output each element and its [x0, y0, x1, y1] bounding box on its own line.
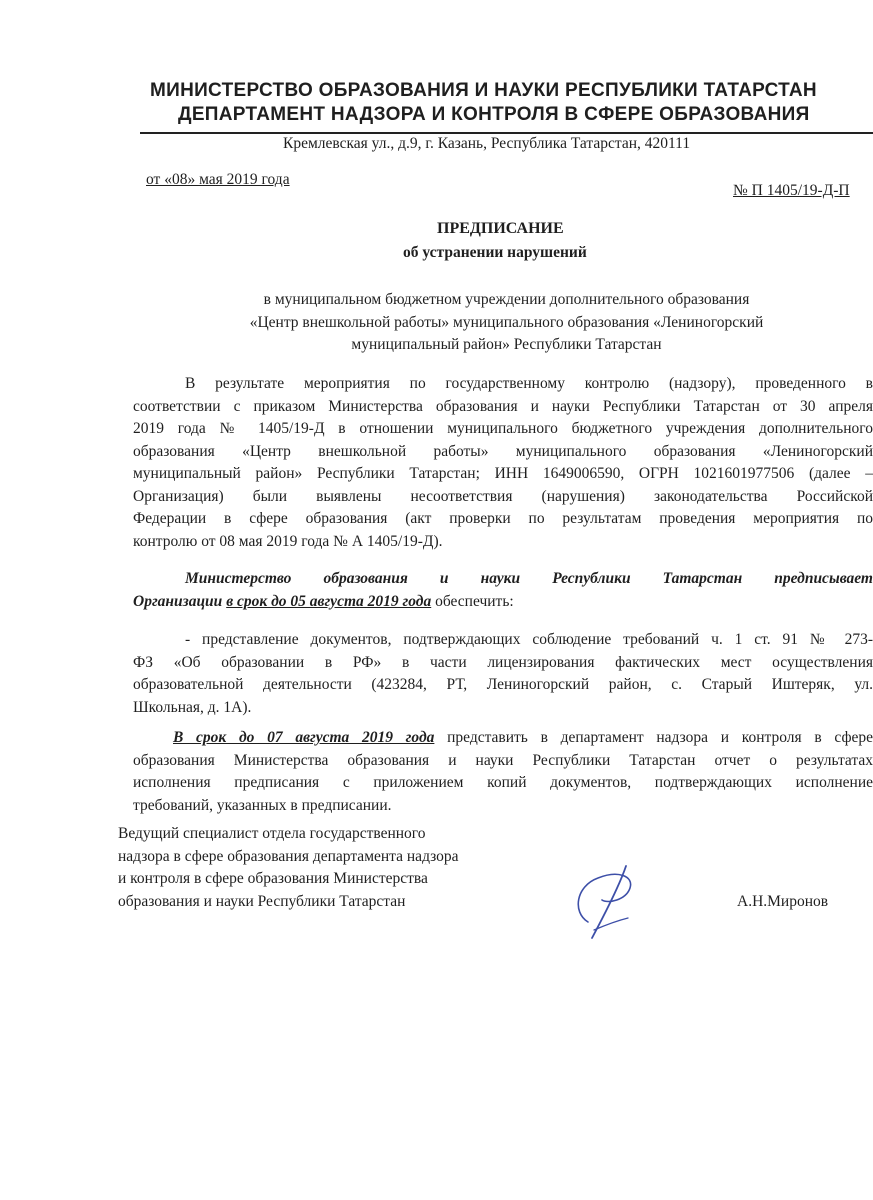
signatory-position	[118, 823, 518, 913]
paragraph-line: муниципальный район» Республики Татарстан; ИНН 1649006590, ОГРН 1021601977506 (далее –	[133, 465, 873, 482]
position-line: надзора в сфере образования департамента надзора	[118, 847, 459, 865]
paragraph-directive	[133, 568, 873, 613]
report-line: образования Министерства образования и науки Республики Татарстан отчет о результатах	[133, 751, 873, 769]
subject-line: в муниципальном бюджетном учреждении дополнительного образования	[263, 291, 750, 308]
report-line	[133, 727, 873, 750]
paragraph-line: В результате мероприятия по государственному контролю (надзору), проведенного в	[185, 375, 873, 392]
position-line: и контроля в сфере образования Министерства	[118, 870, 428, 887]
requirement-line: Школьная, д. 1А).	[133, 698, 252, 716]
subject-block	[140, 289, 873, 357]
requirement-line: ФЗ «Об образовании в РФ» в части лицензирования фактических мест осуществления	[133, 653, 873, 671]
ministry-heading: МИНИСТЕРСТВО ОБРАЗОВАНИЯ И НАУКИ РЕСПУБЛИКИ ТАТАРСТАН	[150, 80, 817, 101]
subject-line: муниципальный район» Республики Татарстан	[351, 336, 662, 353]
signatory-name: А.Н.Миронов	[737, 893, 829, 910]
paragraph-findings	[133, 373, 873, 553]
position-line: образования и науки Республики Татарстан	[118, 892, 406, 910]
paragraph-line: 2019 года № 1405/19-Д в отношении муниципального бюджетного учреждения дополнительного	[133, 420, 873, 437]
report-tail: представить в департамент надзора и контроля в сфере	[447, 729, 873, 746]
report-deadline: В срок до 07 августа 2019 года	[173, 729, 435, 746]
directive-line: Министерство образования и науки Республики Татарстан предписывает	[185, 570, 873, 587]
document-subtitle: об устранении нарушений	[403, 244, 587, 261]
requirement-line: - представление документов, подтверждающих соблюдение требований ч. 1 ст. 91 № 273-	[185, 631, 873, 648]
report-line: требований, указанных в предписании.	[133, 796, 392, 814]
paragraph-line: соответствии с приказом Министерства образования и науки Республики Татарстан от 30 апреля	[133, 397, 873, 415]
directive-lead: Организации	[133, 592, 223, 610]
directive-deadline: в срок до 05 августа 2019 года	[226, 592, 432, 610]
department-heading: ДЕПАРТАМЕНТ НАДЗОРА И КОНТРОЛЯ В СФЕРЕ ОБРАЗОВАНИЯ	[178, 104, 810, 125]
paragraph-line: образования «Центр внешкольной работы» муниципального образования «Лениногорский	[133, 442, 873, 460]
paragraph-line: Федерации в сфере образования (акт проверки по результатам проведения мероприятия по	[133, 510, 873, 527]
document-date: от «08» мая 2019 года	[146, 171, 290, 188]
requirement-line: образовательной деятельности (423284, РТ, Лениногорский район, с. Старый Иштеряк, ул.	[133, 676, 873, 693]
subject-line: «Центр внешкольной работы» муниципального образования «Лениногорский	[249, 313, 764, 331]
position-line: Ведущий специалист отдела государственного	[118, 825, 426, 842]
document-title: ПРЕДПИСАНИЕ	[437, 220, 564, 237]
paragraph-line: контролю от 08 мая 2019 года № А 1405/19-Д).	[133, 532, 443, 550]
paragraph-line: Организация) были выявлены несоответствия (нарушения) законодательства Российской	[133, 487, 873, 505]
handwritten-signature	[568, 860, 660, 942]
paragraph-requirement	[133, 629, 873, 719]
header-rule	[140, 132, 873, 134]
report-line: исполнения предписания с приложением копий документов, подтверждающих исполнение	[133, 774, 873, 791]
directive-line	[133, 591, 873, 614]
document-number: № П 1405/19-Д-П	[733, 182, 850, 199]
address-line: Кремлевская ул., д.9, г. Казань, Республика Татарстан, 420111	[283, 135, 691, 152]
directive-tail: обеспечить:	[435, 592, 514, 610]
paragraph-report	[133, 727, 873, 817]
